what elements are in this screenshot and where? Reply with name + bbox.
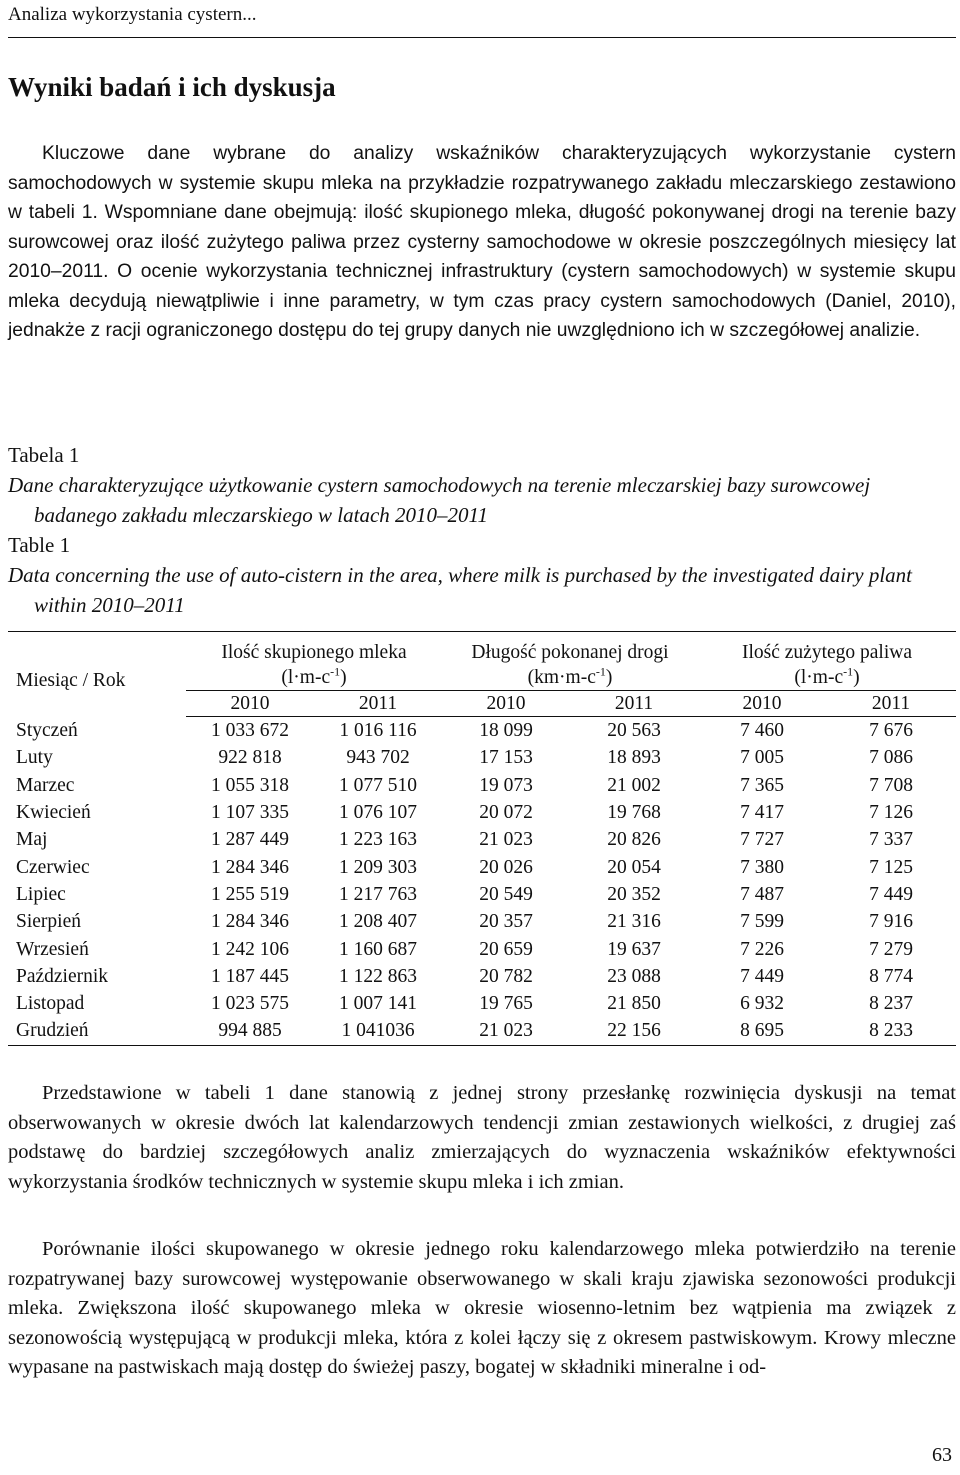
header-rule xyxy=(8,37,956,38)
month-cell: Lipiec xyxy=(16,883,66,905)
section-title: Wyniki badań i ich dyskusja xyxy=(8,72,336,102)
table-row xyxy=(8,744,956,771)
intro-paragraph: Kluczowe dane wybrane do analizy wskaźników charakteryzujących wykorzystanie cystern samochodowych w systemie skupu mleka na przykładzie rozpatrywanego zakładu mleczarskiego zestawiono w tabeli 1. Wspomniane dane obejmują: ilość skupionego mleka, długość pokonywanej drogi na terenie bazy surowcowej oraz ilość zużytego paliwa przez cysterny samochodowe w okresie poszczególnych miesięcy lat 2010–2011. O ocenie wykorzystania technicznej infrastruktury (cystern samochodowych) w systemie skupu mleka decydują niewątpliwie i inne parametry, w tym czas pracy cystern samochodowych (Daniel, 2010), jednakże z racji ograniczonego dostępu do tej grupy danych nie uwzględniono ich w szczegółowej analizie. xyxy=(8,143,956,341)
value-cell: 7 676 xyxy=(869,720,913,742)
month-cell: Grudzień xyxy=(16,1020,89,1042)
header-unit: $(km\cdot m-c^{-1})$ xyxy=(527,664,613,688)
value-cell: 18 099 xyxy=(479,720,533,742)
value-cell: 1 076 107 xyxy=(339,802,417,824)
month-cell: Styczeń xyxy=(16,719,78,741)
value-cell: 22 156 xyxy=(607,1020,661,1042)
value-cell: 19 073 xyxy=(479,774,533,796)
value-cell: 8 237 xyxy=(869,993,913,1015)
value-cell: 7 460 xyxy=(740,720,784,742)
value-cell: 7 279 xyxy=(869,938,913,960)
table-row xyxy=(8,717,956,745)
value-cell: 7 449 xyxy=(869,883,913,905)
value-cell: 1 287 449 xyxy=(211,829,289,851)
month-cell: Luty xyxy=(16,747,53,769)
value-cell: 20 659 xyxy=(479,938,533,960)
value-cell: 20 826 xyxy=(607,829,661,851)
value-cell: 1 284 346 xyxy=(211,911,289,933)
value-cell: 7 005 xyxy=(740,747,784,769)
value-cell: 1 160 687 xyxy=(339,938,417,960)
year-header: 2011 xyxy=(314,691,442,717)
header-fuel xyxy=(698,632,956,691)
table-row xyxy=(8,935,956,962)
value-cell: 7 086 xyxy=(869,747,913,769)
value-cell: 18 893 xyxy=(607,747,661,769)
year-header: 2011 xyxy=(570,691,698,717)
value-cell: 8 695 xyxy=(740,1020,784,1042)
table-row xyxy=(8,990,956,1017)
month-cell: Wrzesień xyxy=(16,938,89,960)
value-cell: 20 549 xyxy=(479,883,533,905)
value-cell: 7 727 xyxy=(740,829,784,851)
month-cell: Sierpień xyxy=(16,911,81,933)
value-cell: 943 702 xyxy=(346,747,410,769)
value-cell: 19 637 xyxy=(607,938,661,960)
value-cell: 7 365 xyxy=(740,774,784,796)
value-cell: 7 337 xyxy=(869,829,913,851)
value-cell: 20 782 xyxy=(479,965,533,987)
value-cell: 1 016 116 xyxy=(339,720,417,742)
value-cell: 7 487 xyxy=(740,883,784,905)
value-cell: 19 768 xyxy=(607,802,661,824)
value-cell: 7 599 xyxy=(740,911,784,933)
table-row xyxy=(8,908,956,935)
header-title: Ilość skupionego mleka xyxy=(221,642,407,663)
value-cell: 1 041036 xyxy=(341,1020,415,1042)
month-cell: Listopad xyxy=(16,993,85,1015)
year-header: 2010 xyxy=(442,691,570,717)
value-cell: 20 072 xyxy=(479,802,533,824)
value-cell: 21 023 xyxy=(479,1020,533,1042)
table-label-en: Table 1 xyxy=(8,533,71,557)
value-cell: 7 126 xyxy=(869,802,913,824)
value-cell: 1 033 672 xyxy=(211,720,289,742)
year-header: 2010 xyxy=(698,691,826,717)
table-row xyxy=(8,963,956,990)
value-cell: 8 774 xyxy=(869,965,913,987)
table-label-pl: Tabela 1 xyxy=(8,443,80,467)
value-cell: 1 055 318 xyxy=(211,774,289,796)
header-unit: $(l\cdot m-c^{-1})$ xyxy=(281,664,347,688)
value-cell: 922 818 xyxy=(218,747,282,769)
value-cell: 20 357 xyxy=(479,911,533,933)
header-distance xyxy=(442,632,698,691)
value-cell: 20 054 xyxy=(607,856,661,878)
header-month-year: Miesiąc / Rok xyxy=(16,669,126,691)
value-cell: 1 208 407 xyxy=(339,911,417,933)
table-caption-pl: Dane charakteryzujące użytkowanie cystern samochodowych na terenie mleczarskiej bazy surowcowej badanego zakładu mleczarskiego w latach 2010–2011 xyxy=(8,473,871,527)
value-cell: 7 380 xyxy=(740,856,784,878)
value-cell: 1 187 445 xyxy=(211,965,289,987)
header-milk-quantity xyxy=(186,632,442,691)
value-cell: 7 449 xyxy=(740,965,784,987)
paragraph-2: Przedstawione w tabeli 1 dane stanowią z jednej strony przesłankę rozwinięcia dyskusji na temat obserwowanych w okresie dwóch lat kalendarzowych tendencji zmian zestawionych wielkości, z drugiej zaś podstawę do bardziej szczegółowych analiz zmierzających do wyznaczenia wskaźników efektywności wykorzystania środków technicznych w systemie skupu mleka i ich zmian. xyxy=(8,1082,956,1193)
value-cell: 7 916 xyxy=(869,911,913,933)
header-unit: $(l\cdot m-c^{-1})$ xyxy=(794,664,860,688)
value-cell: 1 023 575 xyxy=(211,993,289,1015)
value-cell: 994 885 xyxy=(218,1020,282,1042)
value-cell: 17 153 xyxy=(479,747,533,769)
value-cell: 23 088 xyxy=(607,965,661,987)
value-cell: 20 352 xyxy=(607,883,661,905)
value-cell: 19 765 xyxy=(479,993,533,1015)
page-number: 63 xyxy=(932,1444,952,1466)
value-cell: 21 023 xyxy=(479,829,533,851)
paragraph-3: Porównanie ilości skupowanego w okresie jednego roku kalendarzowego mleka potwierdziło na terenie rozpatrywanej bazy surowcowej występowanie obserwowanego w skali kraju zjawiska sezonowości produkcji mleka. Zwiększona ilość skupowanego mleka w okresie wiosenno-letnim bez wątpienia ma związek z sezonowością występującą w produkcji mleka, która z kolei łączy się z okresem pastwiskowym. Krowy mleczne wypasane na pastwiskach mają dostęp do świeżej paszy, bogatej w składniki mineralne i od- xyxy=(8,1238,956,1378)
table-row xyxy=(8,772,956,799)
month-cell: Październik xyxy=(16,965,109,987)
month-cell: Marzec xyxy=(16,774,75,796)
value-cell: 1 209 303 xyxy=(339,856,417,878)
table-caption-block xyxy=(8,440,956,620)
table-row xyxy=(8,881,956,908)
value-cell: 7 226 xyxy=(740,938,784,960)
data-table xyxy=(8,631,956,1046)
table-row xyxy=(8,826,956,853)
month-cell: Kwiecień xyxy=(16,802,91,824)
table-body xyxy=(8,717,956,1046)
value-cell: 1 217 763 xyxy=(339,883,417,905)
value-cell: 1 242 106 xyxy=(211,938,289,960)
value-cell: 1 122 863 xyxy=(339,965,417,987)
value-cell: 7 417 xyxy=(740,802,784,824)
value-cell: 1 077 510 xyxy=(339,774,417,796)
header-title: Ilość zużytego paliwa xyxy=(741,642,912,663)
header-title: Długość pokonanej drogi xyxy=(471,642,669,663)
value-cell: 1 255 519 xyxy=(211,883,289,905)
value-cell: 20 563 xyxy=(607,720,661,742)
value-cell: 21 316 xyxy=(607,911,661,933)
value-cell: 21 850 xyxy=(607,993,661,1015)
table-caption-en: Data concerning the use of auto-cistern in the area, where milk is purchased by the investigated dairy plant within 2010–2011 xyxy=(8,563,912,617)
table-header-row xyxy=(8,632,956,691)
value-cell: 8 233 xyxy=(869,1020,913,1042)
month-cell: Czerwiec xyxy=(16,856,90,878)
year-header: 2011 xyxy=(826,691,956,717)
year-header: 2010 xyxy=(186,691,314,717)
value-cell: 7 708 xyxy=(869,774,913,796)
month-cell: Maj xyxy=(16,829,48,851)
value-cell: 7 125 xyxy=(869,856,913,878)
table-row xyxy=(8,1017,956,1045)
running-head: Analiza wykorzystania cystern... xyxy=(8,4,257,25)
value-cell: 1 107 335 xyxy=(211,802,289,824)
table-row xyxy=(8,799,956,826)
value-cell: 20 026 xyxy=(479,856,533,878)
value-cell: 1 007 141 xyxy=(339,993,417,1015)
table-row xyxy=(8,853,956,880)
value-cell: 1 284 346 xyxy=(211,856,289,878)
value-cell: 1 223 163 xyxy=(339,829,417,851)
value-cell: 21 002 xyxy=(607,774,661,796)
value-cell: 6 932 xyxy=(740,993,784,1015)
